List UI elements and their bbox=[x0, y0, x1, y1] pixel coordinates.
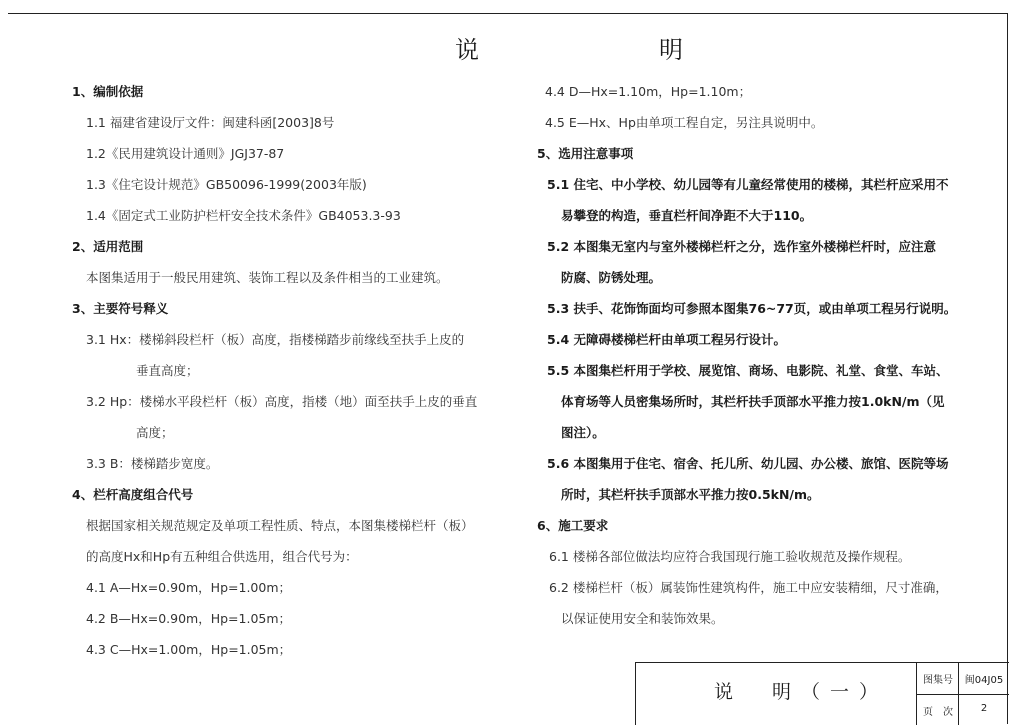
left-column-line: 2、适用范围 bbox=[72, 239, 144, 254]
left-column-line: 4.2 B—Hx=0.90m，Hp=1.05m； bbox=[86, 611, 292, 626]
right-column-line: 防腐、防锈处理。 bbox=[561, 270, 662, 285]
right-column-line: 5.1 住宅、中小学校、幼儿园等有儿童经常使用的楼梯，其栏杆应采用不 bbox=[547, 177, 949, 192]
left-column-line: 的高度Hx和Hp有五种组合供选用，组合代号为： bbox=[86, 549, 358, 564]
left-column-line: 根据国家相关规范规定及单项工程性质、特点，本图集楼梯栏杆（板） bbox=[86, 518, 474, 533]
right-column-line: 图注）。 bbox=[561, 425, 605, 440]
left-column-line: 3、主要符号释义 bbox=[72, 301, 169, 316]
page-value: 2 bbox=[980, 703, 988, 714]
left-column-line: 垂直高度； bbox=[136, 363, 199, 378]
left-column-line: 1.4《固定式工业防护栏杆安全技术条件》GB4053.3-93 bbox=[86, 208, 401, 223]
drawing-name: 说 明（一） bbox=[714, 681, 889, 703]
title-block-divider-h bbox=[916, 694, 1009, 695]
left-column-line: 高度； bbox=[136, 425, 174, 440]
right-column-line: 4.4 D—Hx=1.10m，Hp=1.10m； bbox=[545, 84, 752, 99]
atlas-no-value: 闽04J05 bbox=[964, 675, 1004, 686]
left-column-line: 1.3《住宅设计规范》GB50096-1999(2003年版) bbox=[86, 177, 367, 192]
right-column-line: 6.1 楼梯各部位做法均应符合我国现行施工验收规范及操作规程。 bbox=[549, 549, 911, 564]
left-column-line: 4、栏杆高度组合代号 bbox=[72, 487, 194, 502]
left-column-line: 3.3 B：楼梯踏步宽度。 bbox=[86, 456, 219, 471]
right-column-line: 5.4 无障碍楼梯栏杆由单项工程另行设计。 bbox=[547, 332, 786, 347]
title-block-drawing-name bbox=[636, 663, 917, 725]
right-column-line: 6.2 楼梯栏杆（板）属装饰性建筑构件，施工中应安装精细，尺寸准确， bbox=[549, 580, 948, 595]
right-column-line: 以保证使用安全和装饰效果。 bbox=[561, 611, 724, 626]
left-column-line: 本图集适用于一般民用建筑、装饰工程以及条件相当的工业建筑。 bbox=[86, 270, 449, 285]
right-column-line: 5、选用注意事项 bbox=[537, 146, 634, 161]
sheet-border-right bbox=[1007, 13, 1008, 724]
sheet-border-top bbox=[8, 13, 1008, 14]
atlas-no-label: 图集号 bbox=[923, 675, 953, 686]
left-column-line: 4.3 C—Hx=1.00m，Hp=1.05m； bbox=[86, 642, 292, 657]
right-column-line: 5.6 本图集用于住宅、宿舍、托儿所、幼儿园、办公楼、旅馆、医院等场 bbox=[547, 456, 949, 471]
right-column-line: 所时，其栏杆扶手顶部水平推力按0.5kN/m。 bbox=[561, 487, 820, 502]
left-column-line: 4.1 A—Hx=0.90m，Hp=1.00m； bbox=[86, 580, 291, 595]
left-column-line: 3.2 Hp：楼梯水平段栏杆（板）高度，指楼（地）面至扶手上皮的垂直 bbox=[86, 394, 478, 409]
right-column-line: 体育场等人员密集场所时，其栏杆扶手顶部水平推力按1.0kN/m（见 bbox=[561, 394, 945, 409]
right-column-line: 5.5 本图集栏杆用于学校、展览馆、商场、电影院、礼堂、食堂、车站、 bbox=[547, 363, 949, 378]
document-title: 说 明 bbox=[455, 36, 727, 64]
left-column-line: 3.1 Hx：楼梯斜段栏杆（板）高度，指楼梯踏步前缘线至扶手上皮的 bbox=[86, 332, 465, 347]
left-column-line: 1.1 福建省建设厅文件：闽建科函[2003]8号 bbox=[86, 115, 335, 130]
left-column-line: 1、编制依据 bbox=[72, 84, 144, 99]
title-block-divider-v bbox=[958, 663, 959, 725]
right-column-line: 易攀登的构造，垂直栏杆间净距不大于110。 bbox=[561, 208, 813, 223]
right-column-line: 5.3 扶手、花饰饰面均可参照本图集76~77页，或由单项工程另行说明。 bbox=[547, 301, 957, 316]
page-label: 页 次 bbox=[923, 707, 953, 718]
right-column-line: 5.2 本图集无室内与室外楼梯栏杆之分，选作室外楼梯栏杆时，应注意 bbox=[547, 239, 936, 254]
left-column-line: 1.2《民用建筑设计通则》JGJ37-87 bbox=[86, 146, 285, 161]
right-column-line: 4.5 E—Hx、Hp由单项工程自定，另注具说明中。 bbox=[545, 115, 824, 130]
right-column-line: 6、施工要求 bbox=[537, 518, 609, 533]
title-block bbox=[635, 662, 1009, 725]
